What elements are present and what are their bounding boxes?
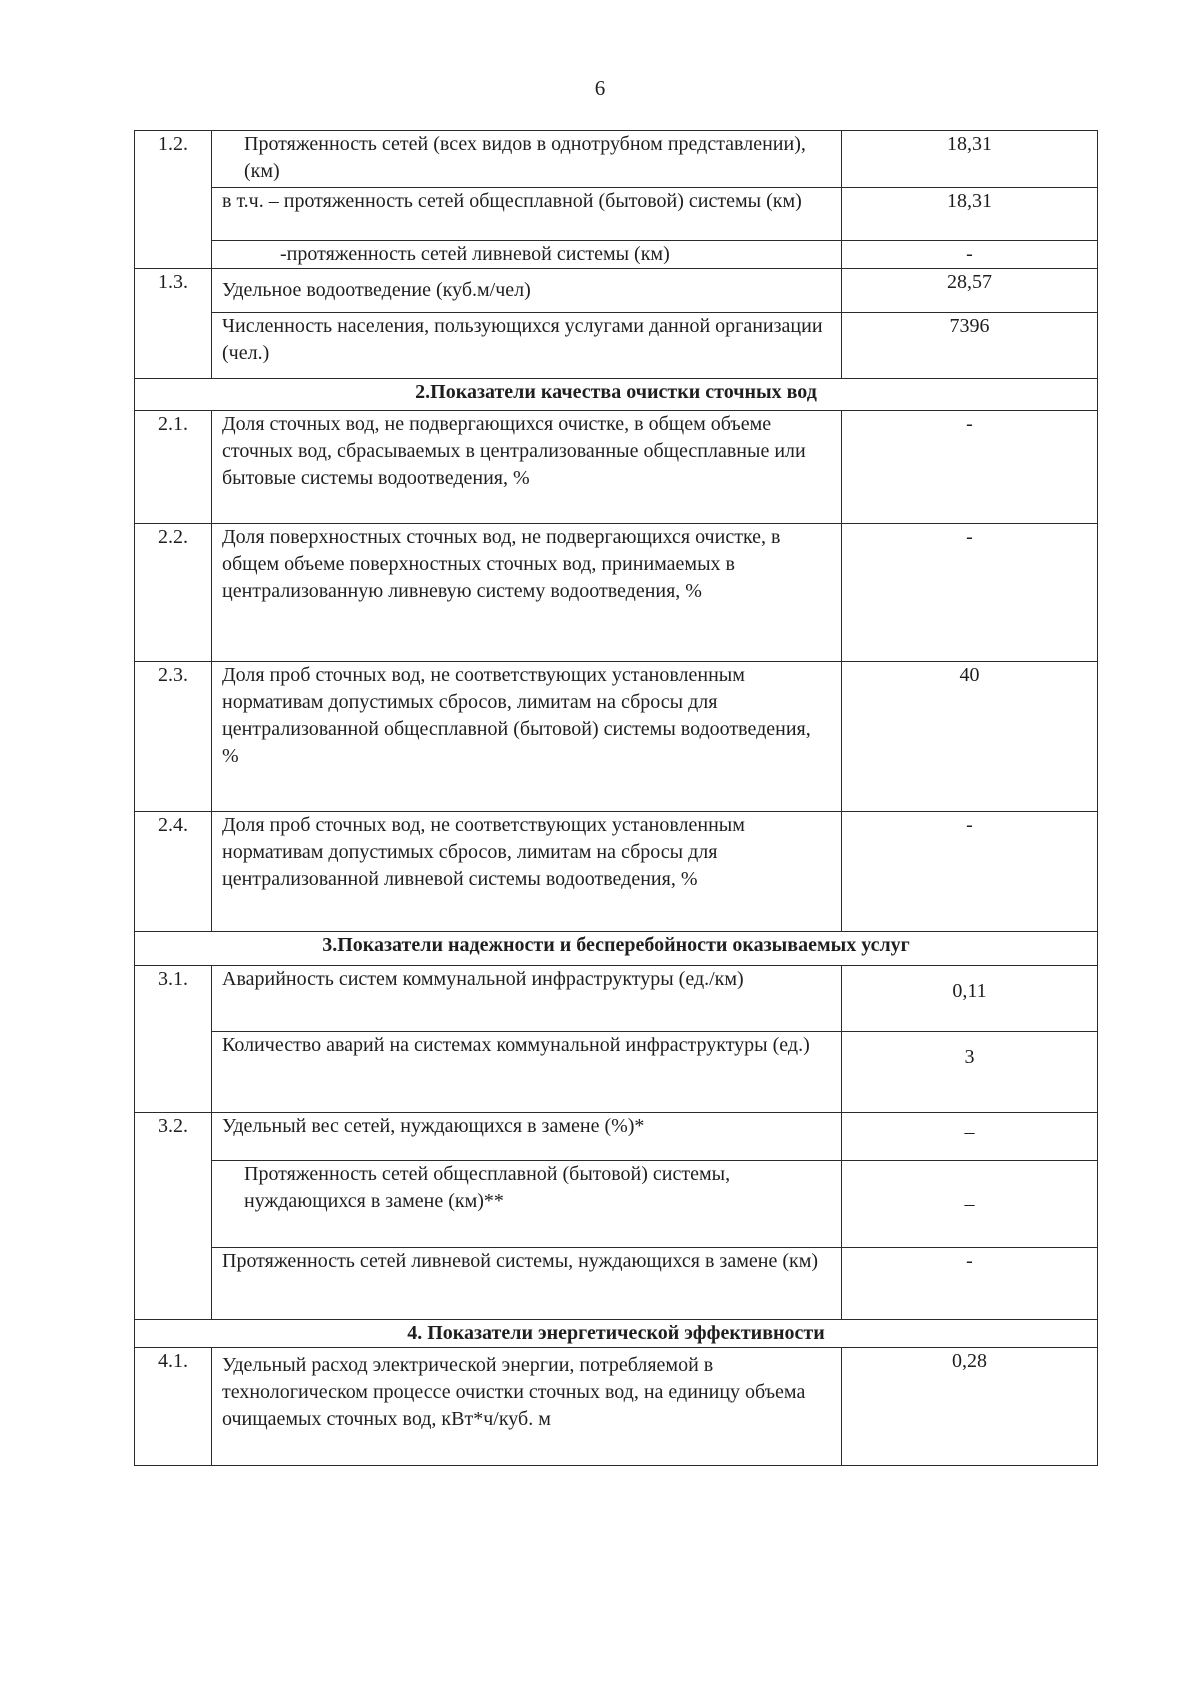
- indicators-table: [134, 130, 1098, 1466]
- row-description: Протяженность сетей общесплавной (бытовой) системы, нуждающихся в замене (км)**: [212, 1161, 842, 1248]
- row-description: в т.ч. – протяженность сетей общесплавной (бытовой) системы (км): [212, 188, 842, 241]
- section-header-row: [135, 379, 1098, 411]
- row-value: –: [842, 1161, 1098, 1248]
- table-row: [135, 1248, 1098, 1320]
- row-value: 0,11: [842, 966, 1098, 1032]
- row-value: -: [842, 411, 1098, 524]
- row-number: 2.1.: [135, 411, 212, 524]
- row-value: 3: [842, 1032, 1098, 1113]
- row-number: 2.2.: [135, 524, 212, 662]
- row-value: -: [842, 1248, 1098, 1320]
- row-value: -: [842, 812, 1098, 932]
- row-description: Протяженность сетей (всех видов в однотрубном представлении), (км): [212, 131, 842, 188]
- row-description: Аварийность систем коммунальной инфраструктуры (ед./км): [212, 966, 842, 1032]
- row-description: Доля поверхностных сточных вод, не подвергающихся очистке, в общем объеме поверхностных сточных вод, принимаемых в централизованную ливневую систему водоотведения, %: [212, 524, 842, 662]
- row-number: 1.3.: [135, 269, 212, 379]
- row-number: 3.1.: [135, 966, 212, 1113]
- row-description: Количество аварий на системах коммунальной инфраструктуры (ед.): [212, 1032, 842, 1113]
- table-row: [135, 411, 1098, 524]
- row-description: Доля проб сточных вод, не соответствующих установленным нормативам допустимых сбросов, лимитам на сбросы для централизованной ливневой системы водоотведения, %: [212, 812, 842, 932]
- table-row: [135, 1348, 1098, 1466]
- section-header-row: [135, 932, 1098, 966]
- table-row: [135, 812, 1098, 932]
- section-header-row: [135, 1320, 1098, 1348]
- table-row: [135, 524, 1098, 662]
- row-value: 18,31: [842, 131, 1098, 188]
- section-title: 2.Показатели качества очистки сточных вод: [135, 379, 1098, 411]
- row-value: -: [842, 524, 1098, 662]
- table-row: [135, 966, 1098, 1032]
- row-value: –: [842, 1113, 1098, 1161]
- row-description: Численность населения, пользующихся услугами данной организации (чел.): [212, 313, 842, 379]
- table-row: [135, 662, 1098, 812]
- row-description: Доля сточных вод, не подвергающихся очистке, в общем объеме сточных вод, сбрасываемых в централизованные общесплавные или бытовые системы водоотведения, %: [212, 411, 842, 524]
- table-row: [135, 1113, 1098, 1161]
- row-description: Удельный расход электрической энергии, потребляемой в технологическом процессе очистки сточных вод, на единицу объема очищаемых сточных вод, кВт*ч/куб. м: [212, 1348, 842, 1466]
- row-description: Протяженность сетей ливневой системы, нуждающихся в замене (км): [212, 1248, 842, 1320]
- row-description: Удельный вес сетей, нуждающихся в замене (%)*: [212, 1113, 842, 1161]
- table-row: [135, 1161, 1098, 1248]
- page-number: 6: [594, 76, 606, 100]
- section-title: 3.Показатели надежности и бесперебойности оказываемых услуг: [135, 932, 1098, 966]
- row-description: Удельное водоотведение (куб.м/чел): [212, 269, 842, 313]
- table-row: [135, 188, 1098, 241]
- table-row: [135, 1032, 1098, 1113]
- row-description: -протяженность сетей ливневой системы (км): [212, 241, 842, 269]
- row-value: -: [842, 241, 1098, 269]
- row-number: 2.3.: [135, 662, 212, 812]
- row-value: 0,28: [842, 1348, 1098, 1466]
- section-title: 4. Показатели энергетической эффективности: [135, 1320, 1098, 1348]
- row-number: 2.4.: [135, 812, 212, 932]
- table-row: [135, 131, 1098, 188]
- row-number: 3.2.: [135, 1113, 212, 1320]
- row-description: Доля проб сточных вод, не соответствующих установленным нормативам допустимых сбросов, лимитам на сбросы для централизованной общесплавной (бытовой) системы водоотведения, %: [212, 662, 842, 812]
- row-value: 28,57: [842, 269, 1098, 313]
- table-row: [135, 313, 1098, 379]
- row-number: 1.2.: [135, 131, 212, 269]
- row-value: 40: [842, 662, 1098, 812]
- table-row: [135, 269, 1098, 313]
- row-value: 7396: [842, 313, 1098, 379]
- row-number: 4.1.: [135, 1348, 212, 1466]
- table-row: [135, 241, 1098, 269]
- row-value: 18,31: [842, 188, 1098, 241]
